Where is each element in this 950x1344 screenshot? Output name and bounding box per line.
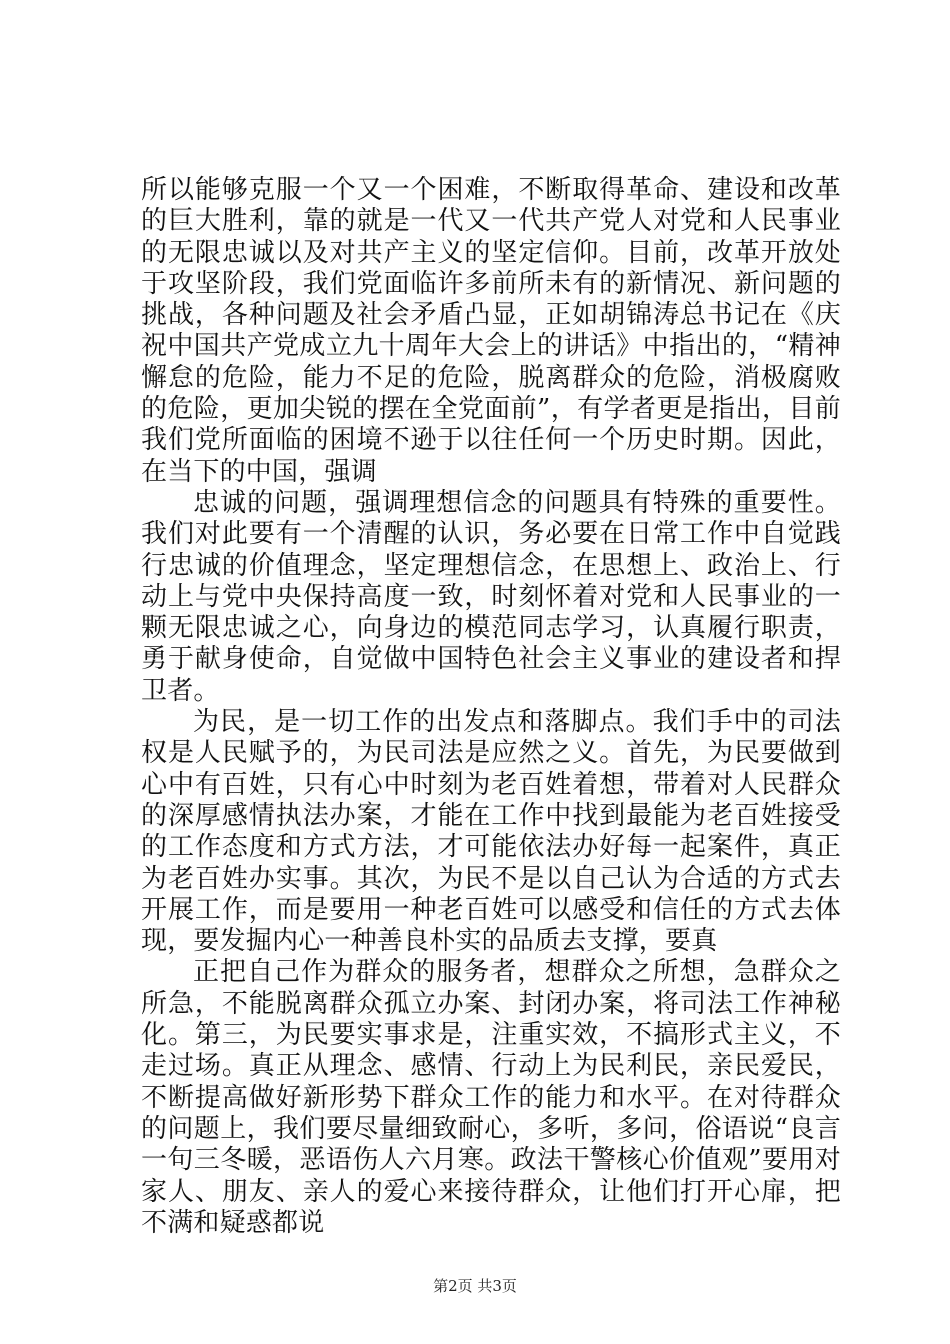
paragraph-3: 为民，是一切工作的出发点和落脚点。我们手中的司法权是人民赋予的，为民司法是应然之义。首先，为民要做到心中有百姓，只有心中时刻为老百姓着想，带着对人民群众的深厚感情执法办案，才能在工作中找到最能为老百姓接受的工作态度和方式方法，才可能依法办好每一起案件，真正为老百姓办实事。其次，为民不是以自己认为合适的方式去开展工作，而是要用一种老百姓可以感受和信任的方式去体现，要发掘内心一种善良朴实的品质去支撑，要真 [141,707,841,957]
document-body [141,175,841,1239]
paragraph-1: 所以能够克服一个又一个困难，不断取得革命、建设和改革的巨大胜利，靠的就是一代又一代共产党人对党和人民事业的无限忠诚以及对共产主义的坚定信仰。目前，改革开放处于攻坚阶段，我们党面临许多前所未有的新情况、新问题的挑战，各种问题及社会矛盾凸显，正如胡锦涛总书记在《庆祝中国共产党成立九十周年大会上的讲话》中指出的，“精神懈怠的危险，能力不足的危险，脱离群众的危险，消极腐败的危险，更加尖锐的摆在全党面前”，有学者更是指出，目前我们党所面临的困境不逊于以往任何一个历史时期。因此，在当下的中国，强调 [141,175,841,487]
paragraph-2: 忠诚的问题，强调理想信念的问题具有特殊的重要性。我们对此要有一个清醒的认识，务必要在日常工作中自觉践行忠诚的价值理念，坚定理想信念，在思想上、政治上、行动上与党中央保持高度一致，时刻怀着对党和人民事业的一颗无限忠诚之心，向身边的模范同志学习，认真履行职责，勇于献身使命，自觉做中国特色社会主义事业的建设者和捍卫者。 [141,487,841,706]
page-footer: 第2页 共3页 [433,1277,517,1295]
paragraph-4: 正把自己作为群众的服务者，想群众之所想，急群众之所急，不能脱离群众孤立办案、封闭办案，将司法工作神秘化。第三，为民要实事求是，注重实效，不搞形式主义，不走过场。真正从理念、感情、行动上为民利民，亲民爱民，不断提高做好新形势下群众工作的能力和水平。在对待群众的问题上，我们要尽量细致耐心，多听，多问，俗语说“良言一句三冬暖，恶语伤人六月寒。政法干警核心价值观”要用对家人、朋友、亲人的爱心来接待群众，让他们打开心扉，把不满和疑惑都说 [141,957,841,1238]
